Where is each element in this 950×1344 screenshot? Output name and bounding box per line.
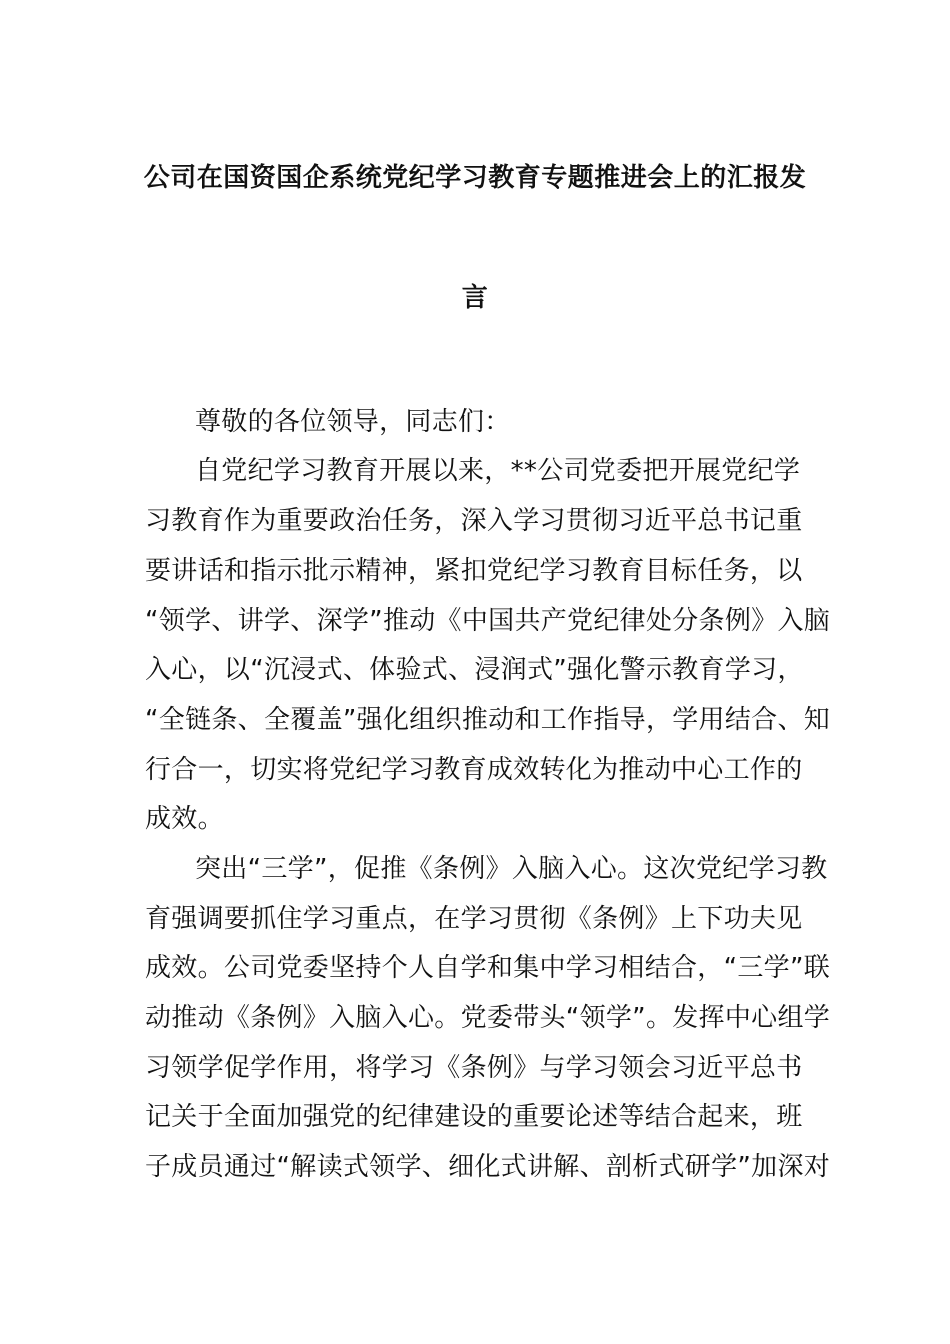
paragraph-1-line: “领学、讲学、深学”推动《中国共产党纪律处分条例》入脑 [145,606,831,636]
salutation: 尊敬的各位领导，同志们： [195,407,511,437]
paragraph-1-line: 要讲话和指示批示精神，紧扣党纪学习教育目标任务，以 [145,556,803,586]
paragraph-1-line: 成效。 [145,804,224,834]
document-title-line-1: 公司在国资国企系统党纪学习教育专题推进会上的汇报发 [143,163,807,193]
paragraph-2-line: 成效。公司党委坚持个人自学和集中学习相结合，“三学”联 [145,953,831,983]
paragraph-2-line: 习领学促学作用，将学习《条例》与学习领会习近平总书 [145,1053,803,1083]
document-title-line-2: 言 [461,283,489,313]
paragraph-1-line: 自党纪学习教育开展以来，**公司党委把开展党纪学 [195,456,801,486]
paragraph-1-line: 入心，以“沉浸式、体验式、浸润式”强化警示教育学习， [145,655,804,685]
paragraph-2-line: 育强调要抓住学习重点，在学习贯彻《条例》上下功夫见 [145,904,803,934]
paragraph-1-line: 习教育作为重要政治任务，深入学习贯彻习近平总书记重 [145,506,803,536]
paragraph-2-line: 动推动《条例》入脑入心。党委带头“领学”。发挥中心组学 [145,1003,831,1033]
paragraph-1-line: 行合一，切实将党纪学习教育成效转化为推动中心工作的 [145,755,803,785]
paragraph-2-line: 子成员通过“解读式领学、细化式讲解、剖析式研学”加深对 [145,1152,831,1182]
paragraph-2-line: 突出“三学”，促推《条例》入脑入心。这次党纪学习教 [195,854,828,884]
paragraph-2-line: 记关于全面加强党的纪律建设的重要论述等结合起来，班 [145,1102,803,1132]
paragraph-1-line: “全链条、全覆盖”强化组织推动和工作指导，学用结合、知 [145,705,831,735]
